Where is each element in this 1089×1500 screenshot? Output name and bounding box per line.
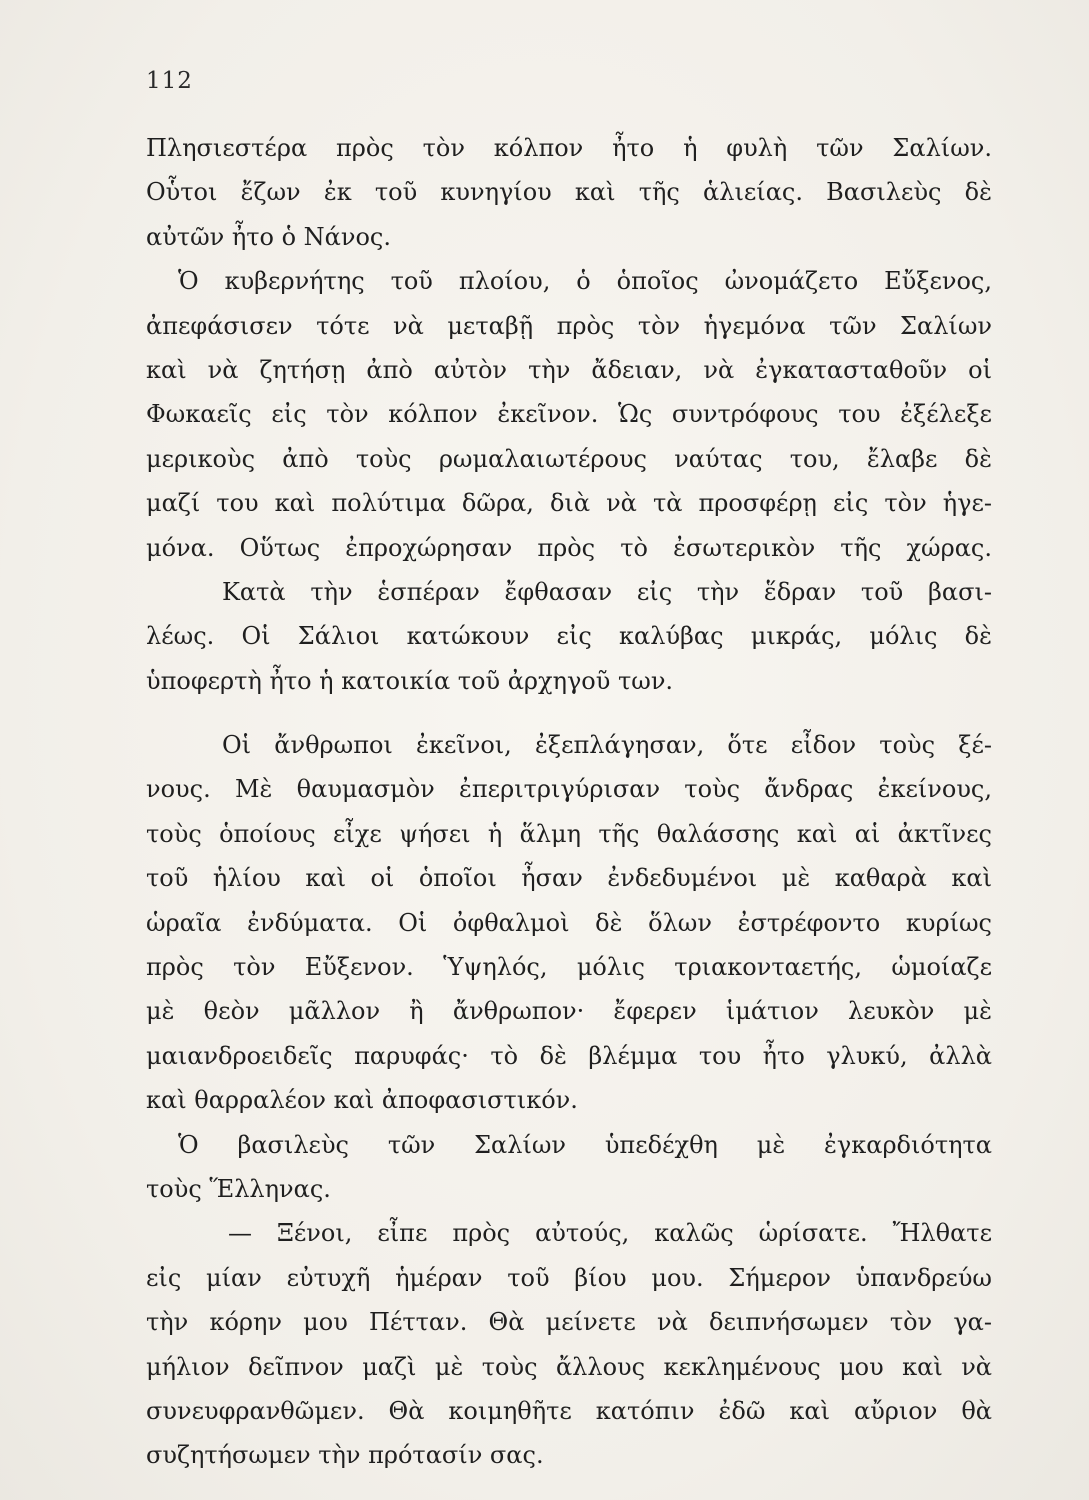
- text-line: συζητήσωμεν τὴν πρότασίν σας.: [146, 1441, 544, 1470]
- section-gap: [146, 703, 992, 723]
- text-line: μὲ θεὸν μᾶλλον ἢ ἄνθρωπον· ἔφερεν ἱμάτιον λευκὸν μὲ: [146, 997, 992, 1026]
- text-line: τοὺς ὁποίους εἶχε ψήσει ἡ ἅλμη τῆς θαλάσσης καὶ αἱ ἀκτῖνες: [146, 819, 992, 848]
- text-line: λέως. Οἱ Σάλιοι κατώκουν εἰς καλύβας μικράς, μόλις δὲ: [146, 622, 992, 651]
- text-line: συνευφρανθῶμεν. Θὰ κοιμηθῆτε κατόπιν ἐδῶ καὶ αὔριον θὰ: [146, 1396, 992, 1425]
- text-line: τοὺς Ἕλληνας.: [146, 1174, 331, 1203]
- paragraph-start-line: Οἱ ἄνθρωποι ἐκεῖνοι, ἐξεπλάγησαν, ὅτε εἶδον τοὺς ξέ-: [222, 731, 992, 760]
- dialogue-start-line: — Ξένοι, εἶπε πρὸς αὐτούς, καλῶς ὡρίσατε. Ἤλθατε: [228, 1219, 992, 1248]
- text-line: μαιανδροειδεῖς παρυφάς· τὸ δὲ βλέμμα του ἦτο γλυκύ, ἀλλὰ: [146, 1041, 992, 1070]
- text-line: Πλησιεστέρα πρὸς τὸν κόλπον ἦτο ἡ φυλὴ τῶν Σαλίων.: [146, 134, 992, 162]
- text-line: μαζί του καὶ πολύτιμα δῶρα, διὰ νὰ τὰ προσφέρῃ εἰς τὸν ἡγε-: [146, 489, 992, 518]
- text-line: πρὸς τὸν Εὔξενον. Ὑψηλός, μόλις τριακονταετής, ὡμοίαζε: [146, 953, 992, 982]
- page-number: 112: [146, 68, 193, 94]
- text-line: τοῦ ἡλίου καὶ οἱ ὁποῖοι ἦσαν ἐνδεδυμένοι μὲ καθαρὰ καὶ: [146, 864, 992, 893]
- paragraph-start-line: Κατὰ τὴν ἑσπέραν ἔφθασαν εἰς τὴν ἕδραν τοῦ βασι-: [222, 577, 992, 606]
- text-line: ὡραῖα ἐνδύματα. Οἱ ὀφθαλμοὶ δὲ ὅλων ἐστρέφοντο κυρίως: [146, 908, 992, 937]
- text-line: μήλιον δεῖπνον μαζὶ μὲ τοὺς ἄλλους κεκλημένους μου καὶ νὰ: [146, 1352, 992, 1381]
- text-line: μόνα. Οὕτως ἐπροχώρησαν πρὸς τὸ ἐσωτερικὸν τῆς χώρας.: [146, 533, 992, 562]
- text-line: αὐτῶν ἦτο ὁ Νάνος.: [146, 222, 391, 251]
- text-line: μερικοὺς ἀπὸ τοὺς ρωμαλαιωτέρους ναύτας του, ἔλαβε δὲ: [146, 444, 992, 473]
- body-text: [146, 126, 992, 1478]
- text-line: καὶ νὰ ζητήσῃ ἀπὸ αὐτὸν τὴν ἄδειαν, νὰ ἐγκατασταθοῦν οἱ: [146, 355, 992, 384]
- text-line: εἰς μίαν εὐτυχῆ ἡμέραν τοῦ βίου μου. Σήμερον ὑπανδρεύω: [146, 1263, 992, 1292]
- text-line: Οὗτοι ἔζων ἐκ τοῦ κυνηγίου καὶ τῆς ἁλιείας. Βασιλεὺς δὲ: [146, 178, 992, 207]
- paragraph-start-line: Ὁ βασιλεὺς τῶν Σαλίων ὑπεδέχθη μὲ ἐγκαρδιότητα: [178, 1130, 992, 1159]
- text-line: ἀπεφάσισεν τότε νὰ μεταβῇ πρὸς τὸν ἡγεμόνα τῶν Σαλίων: [146, 311, 992, 340]
- text-line: νους. Μὲ θαυμασμὸν ἐπεριτριγύρισαν τοὺς ἄνδρας ἐκείνους,: [146, 775, 992, 804]
- paragraph-start-line: Ὁ κυβερνήτης τοῦ πλοίου, ὁ ὁποῖος ὠνομάζετο Εὔξενος,: [178, 267, 992, 296]
- text-line: τὴν κόρην μου Πέτταν. Θὰ μείνετε νὰ δειπνήσωμεν τὸν γα-: [146, 1308, 992, 1337]
- text-line: Φωκαεῖς εἰς τὸν κόλπον ἐκεῖνον. Ὡς συντρόφους του ἐξέλεξε: [146, 400, 992, 429]
- text-line: καὶ θαρραλέον καὶ ἀποφασιστικόν.: [146, 1086, 578, 1115]
- text-line: ὑποφερτὴ ἦτο ἡ κατοικία τοῦ ἀρχηγοῦ των.: [146, 666, 674, 695]
